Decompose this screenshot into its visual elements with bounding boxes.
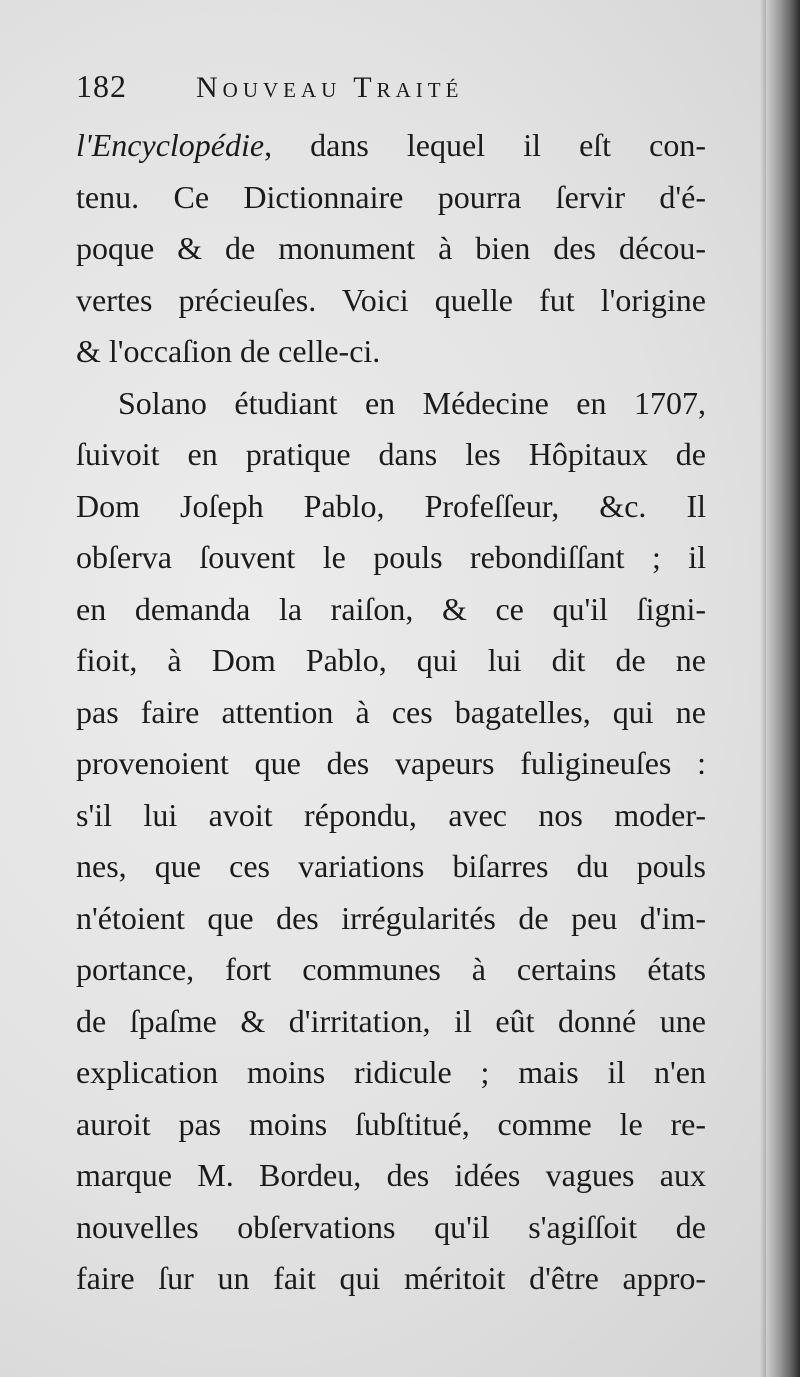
text-line-5: & l'occaſion de celle-ci. [76,333,381,369]
text-line-6: Solano étudiant en Médecine en 1707, [118,384,706,421]
page-header [76,68,706,120]
text-line-9: obſerva ſouvent le pouls rebondiſſant ; il [76,539,706,575]
running-head: Nouveau Traité [196,71,464,104]
page-number: 182 [76,68,127,104]
text-line-4: vertes précieuſes. Voici quelle fut l'origine [76,281,706,318]
text-line-8: Dom Joſeph Pablo, Profeſſeur, &c. Il [76,487,706,524]
text-line-11: fioit, à Dom Pablo, qui lui dit de ne [76,642,706,678]
text-line-17: portance, fort communes à certains états [76,951,706,987]
book-gutter [766,0,800,1377]
text-line-12: pas faire attention à ces bagatelles, qui ne [76,693,706,730]
text-line-2: tenu. Ce Dictionnaire pourra ſervir d'é- [76,178,706,215]
text-line-19: explication moins ridicule ; mais il n'en [76,1054,706,1090]
text-line-21: marque M. Bordeu, des idées vagues aux [76,1157,706,1193]
text-line-18: de ſpaſme & d'irritation, il eût donné une [76,1002,706,1039]
text-block [76,68,706,1305]
text-line-7: ſuivoit en pratique dans les Hôpitaux de [76,436,706,472]
text-line-14: s'il lui avoit répondu, avec nos moder- [76,796,706,833]
text-line-16: n'étoient que des irrégularités de peu d'im- [76,899,706,936]
text-line-1-rest: , dans lequel il eſt con- [264,127,706,163]
text-line-15: nes, que ces variations biſarres du pouls [76,848,706,884]
text-line-10: en demanda la raiſon, & ce qu'il ſigni- [76,590,706,627]
text-line-20: auroit pas moins ſubſtitué, comme le re- [76,1105,706,1142]
text-line-22: nouvelles obſervations qu'il s'agiſſoit de [76,1208,706,1245]
text-line-23: faire ſur un fait qui méritoit d'être appro- [76,1260,706,1296]
italic-title: l'Encyclopédie [76,127,265,163]
text-line-13: provenoient que des vapeurs fuligineuſes : [76,745,706,781]
text-line-1 [76,120,706,172]
text-line-3: poque & de monument à bien des décou- [76,230,706,266]
